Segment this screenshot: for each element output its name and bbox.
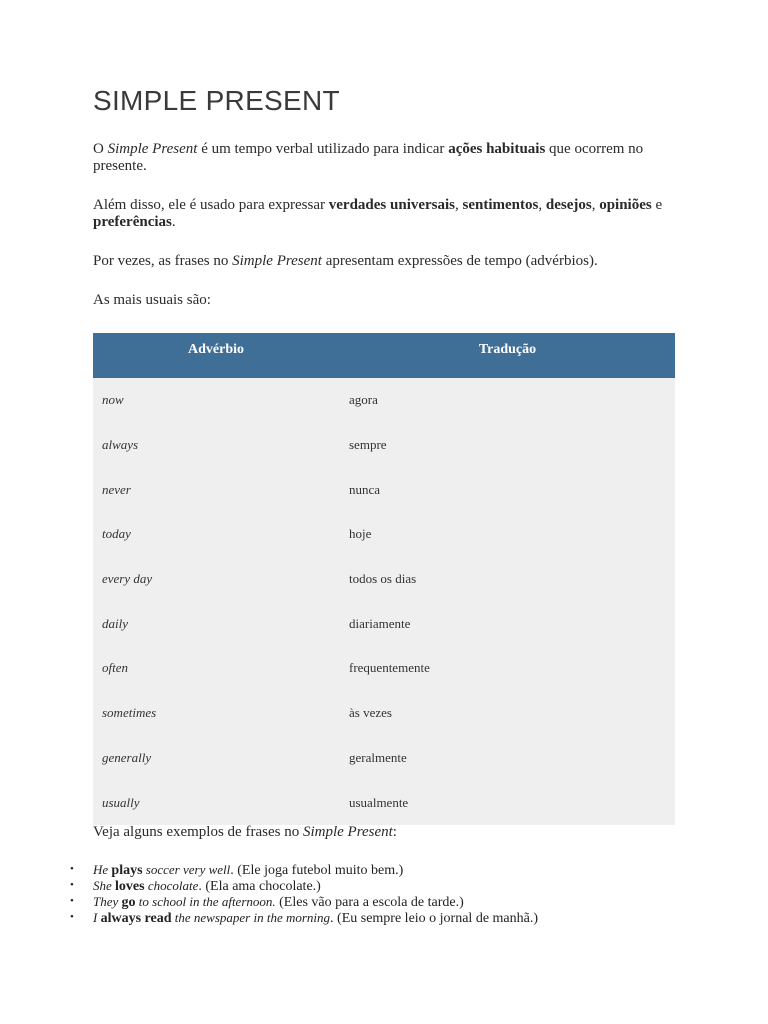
complement: soccer very well xyxy=(142,862,231,877)
emphasis: verdades universais xyxy=(328,197,456,213)
adverb-cell: every day xyxy=(102,571,153,587)
translation: . (Ela ama chocolate.) xyxy=(198,879,321,894)
most-common-paragraph: As mais usuais são: xyxy=(93,292,211,308)
column-header-adverb: Advérbio xyxy=(188,342,244,357)
translation: (Eles vão para a escola de tarde.) xyxy=(275,895,464,910)
adverb-cell: sometimes xyxy=(102,705,157,721)
uses-paragraph xyxy=(93,197,683,231)
adverb-cell: now xyxy=(102,392,124,408)
table-row xyxy=(93,601,675,646)
examples-intro-paragraph xyxy=(93,824,683,841)
translation-cell: sempre xyxy=(349,437,387,453)
table-row xyxy=(93,512,675,557)
text: , xyxy=(538,197,546,213)
adverbs-table-container xyxy=(93,333,675,825)
text: é um tempo verbal utilizado para indicar xyxy=(197,141,449,157)
bullet: • xyxy=(70,863,74,875)
bullet: • xyxy=(70,879,74,891)
text: e xyxy=(651,197,663,213)
translation-cell: diariamente xyxy=(349,615,411,631)
translation: . (Ele joga futebol muito bem.) xyxy=(230,863,404,878)
emphasis: preferências xyxy=(93,214,172,230)
translation-cell: usualmente xyxy=(349,794,409,810)
text: , xyxy=(455,197,463,213)
header-row xyxy=(93,333,675,378)
text: apresentam expressões de tempo (advérbios). xyxy=(321,253,598,269)
column-header-translation: Tradução xyxy=(478,342,537,357)
term-simple-present: Simple Present xyxy=(107,141,198,157)
text: Veja alguns exemplos de frases no xyxy=(93,824,303,840)
translation-cell: nunca xyxy=(349,481,381,497)
translation-cell: agora xyxy=(349,392,378,408)
list-item xyxy=(70,878,538,894)
term-simple-present: Simple Present xyxy=(302,824,393,840)
english-sentence xyxy=(93,894,276,909)
text: : xyxy=(392,824,397,840)
table-row xyxy=(93,378,675,423)
complement: to school in the afternoon. xyxy=(135,894,276,909)
bullet: • xyxy=(70,911,74,923)
subject: He xyxy=(93,862,112,877)
emphasis: ações habituais xyxy=(448,141,546,157)
verb: plays xyxy=(111,863,143,878)
table-row xyxy=(93,691,675,736)
table-row xyxy=(93,467,675,512)
verb: go xyxy=(121,895,136,910)
complement: chocolate xyxy=(144,878,199,893)
list-item xyxy=(70,894,538,910)
bullet: • xyxy=(70,895,74,907)
list-item xyxy=(70,910,538,926)
subject: She xyxy=(93,878,116,893)
verb: loves xyxy=(115,879,145,894)
table-row xyxy=(93,557,675,602)
examples-list xyxy=(70,862,538,926)
translation-cell: frequentemente xyxy=(349,660,430,676)
page-title: SIMPLE PRESENT xyxy=(93,85,340,116)
list-item xyxy=(70,862,538,878)
english-sentence xyxy=(93,878,198,893)
adverbs-table xyxy=(93,333,675,825)
adverb-cell: often xyxy=(102,660,128,676)
emphasis: opiniões xyxy=(599,197,652,213)
adverb-cell: usually xyxy=(102,794,140,810)
adverb-cell: never xyxy=(102,481,131,497)
verb: always read xyxy=(100,911,172,926)
emphasis: desejos xyxy=(545,197,592,213)
term-simple-present: Simple Present xyxy=(232,253,322,269)
intro-paragraph xyxy=(93,141,683,175)
subject: I xyxy=(93,910,101,925)
emphasis: sentimentos xyxy=(462,197,539,213)
table-row xyxy=(93,423,675,468)
text: Além disso, ele é usado para expressar xyxy=(93,197,329,213)
text: O xyxy=(93,141,108,157)
translation: . (Eu sempre leio o jornal de manhã.) xyxy=(330,911,539,926)
table-header xyxy=(93,333,675,378)
adverb-cell: daily xyxy=(102,615,128,631)
table-row xyxy=(93,780,675,825)
translation-cell: todos os dias xyxy=(349,571,417,587)
text: . xyxy=(171,214,176,230)
table-row xyxy=(93,736,675,781)
english-sentence xyxy=(93,910,330,925)
adverb-cell: generally xyxy=(102,749,152,765)
complement: the newspaper in the morning xyxy=(171,910,331,925)
translation-cell: às vezes xyxy=(349,705,392,721)
adverb-cell: always xyxy=(102,437,139,453)
adverbs-paragraph xyxy=(93,253,683,270)
subject: They xyxy=(93,894,122,909)
text: que ocorrem no presente. xyxy=(93,141,644,174)
text: Por vezes, as frases no xyxy=(93,253,233,269)
table-row xyxy=(93,646,675,691)
text: , xyxy=(591,197,600,213)
translation-cell: hoje xyxy=(349,526,372,542)
translation-cell: geralmente xyxy=(349,749,407,765)
english-sentence xyxy=(93,862,230,877)
adverb-cell: today xyxy=(102,526,131,542)
table-body xyxy=(93,378,675,825)
